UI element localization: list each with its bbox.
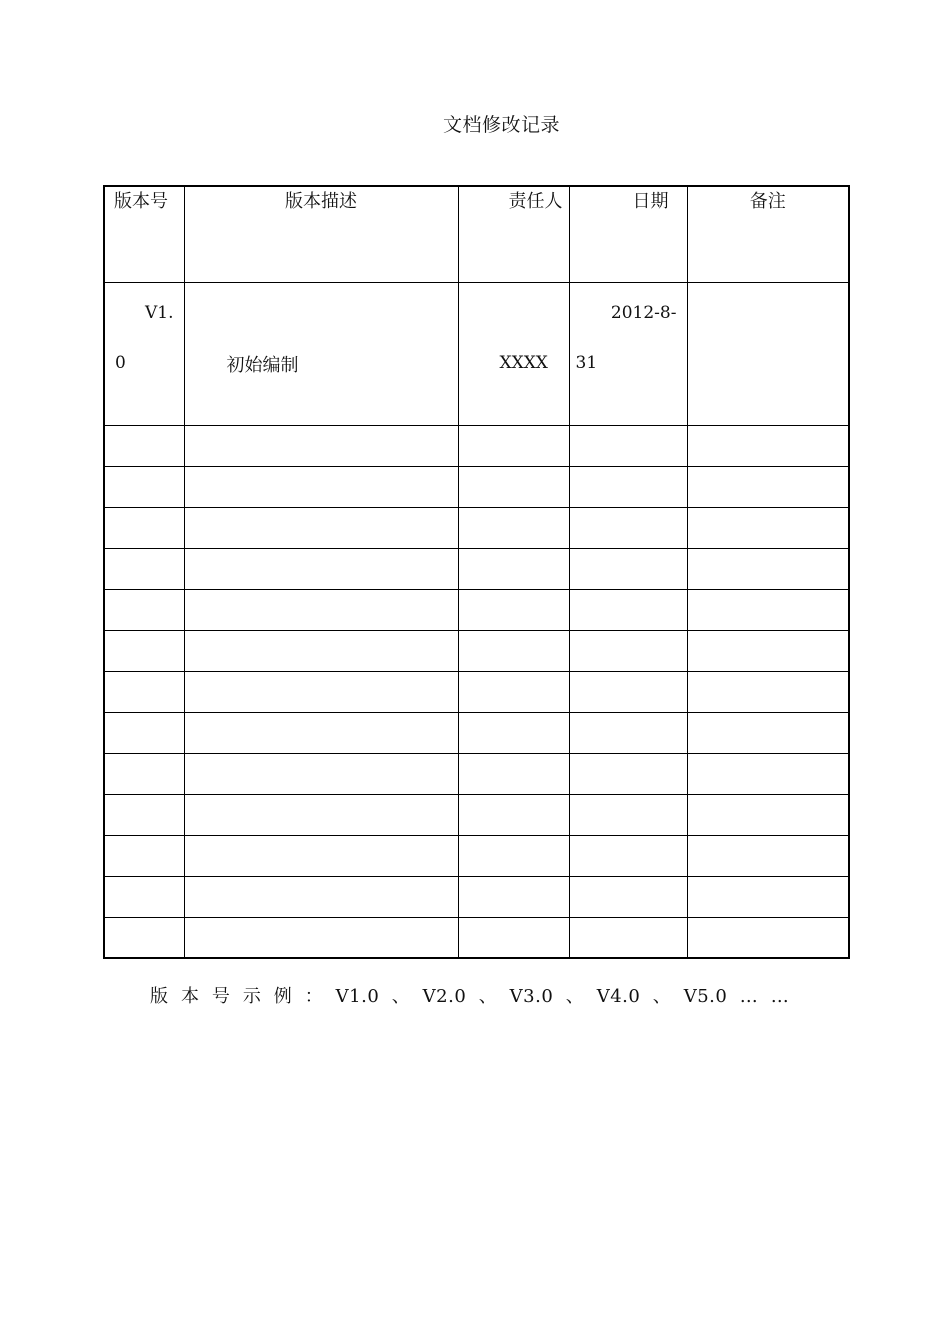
owner-text: XXXX	[499, 352, 548, 373]
empty-table-row	[104, 876, 849, 917]
cell-owner	[458, 425, 569, 466]
cell-version	[104, 548, 184, 589]
cell-owner	[458, 835, 569, 876]
cell-description	[184, 589, 458, 630]
cell-owner	[458, 671, 569, 712]
cell-owner	[458, 589, 569, 630]
cell-date	[569, 794, 687, 835]
cell-description	[184, 917, 458, 958]
cell-owner	[458, 794, 569, 835]
cell-owner	[458, 917, 569, 958]
cell-date	[569, 712, 687, 753]
cell-owner	[458, 466, 569, 507]
header-date: 日期	[569, 186, 687, 282]
cell-remark	[687, 425, 849, 466]
cell-date	[569, 589, 687, 630]
cell-remark	[687, 507, 849, 548]
empty-table-row	[104, 917, 849, 958]
cell-description	[184, 671, 458, 712]
cell-remark	[687, 630, 849, 671]
cell-version	[104, 794, 184, 835]
cell-version	[104, 712, 184, 753]
cell-description	[184, 712, 458, 753]
empty-table-row	[104, 589, 849, 630]
empty-table-row	[104, 425, 849, 466]
header-remark: 备注	[687, 186, 849, 282]
cell-version	[104, 466, 184, 507]
cell-version	[104, 835, 184, 876]
empty-table-row	[104, 835, 849, 876]
cell-version	[104, 917, 184, 958]
cell-date	[569, 917, 687, 958]
empty-table-row	[104, 671, 849, 712]
cell-date	[569, 630, 687, 671]
cell-owner	[458, 548, 569, 589]
header-version: 版本号	[104, 186, 184, 282]
cell-date	[569, 282, 687, 425]
cell-description	[184, 876, 458, 917]
cell-date	[569, 671, 687, 712]
cell-description	[184, 507, 458, 548]
cell-remark	[687, 835, 849, 876]
cell-owner	[458, 507, 569, 548]
version-text-line1: V1.	[145, 302, 174, 323]
revision-history-table	[103, 185, 850, 959]
cell-description	[184, 835, 458, 876]
cell-description	[184, 282, 458, 425]
cell-version	[104, 589, 184, 630]
cell-owner	[458, 630, 569, 671]
empty-table-row	[104, 753, 849, 794]
cell-description	[184, 794, 458, 835]
date-text-line2: 31	[575, 352, 598, 373]
table-header-row	[104, 186, 849, 282]
version-text-line2: 0	[115, 352, 126, 373]
cell-remark	[687, 794, 849, 835]
cell-version	[104, 753, 184, 794]
cell-date	[569, 753, 687, 794]
header-description: 版本描述	[184, 186, 458, 282]
empty-table-row	[104, 466, 849, 507]
cell-remark	[687, 548, 849, 589]
cell-version	[104, 282, 184, 425]
empty-table-row	[104, 548, 849, 589]
empty-table-row	[104, 794, 849, 835]
description-text: 初始编制	[226, 354, 299, 376]
cell-date	[569, 548, 687, 589]
cell-version	[104, 425, 184, 466]
cell-date	[569, 876, 687, 917]
cell-remark	[687, 712, 849, 753]
cell-version	[104, 630, 184, 671]
cell-description	[184, 466, 458, 507]
cell-description	[184, 630, 458, 671]
cell-remark	[687, 282, 849, 425]
cell-version	[104, 876, 184, 917]
cell-description	[184, 548, 458, 589]
cell-owner	[458, 282, 569, 425]
cell-date	[569, 466, 687, 507]
cell-owner	[458, 876, 569, 917]
empty-table-row	[104, 630, 849, 671]
cell-remark	[687, 466, 849, 507]
cell-description	[184, 425, 458, 466]
empty-table-row	[104, 712, 849, 753]
version-example-note: 版 本 号 示 例 ： V1.0 、 V2.0 、 V3.0 、 V4.0 、 V5.0 … …	[150, 986, 790, 1007]
cell-remark	[687, 876, 849, 917]
cell-remark	[687, 671, 849, 712]
date-text-line1: 2012-8-	[610, 302, 677, 323]
cell-date	[569, 425, 687, 466]
page-title: 文档修改记录	[442, 114, 560, 136]
cell-owner	[458, 712, 569, 753]
cell-date	[569, 507, 687, 548]
cell-remark	[687, 589, 849, 630]
cell-version	[104, 671, 184, 712]
cell-remark	[687, 917, 849, 958]
cell-date	[569, 835, 687, 876]
empty-table-row	[104, 507, 849, 548]
cell-version	[104, 507, 184, 548]
cell-remark	[687, 753, 849, 794]
table-row	[104, 282, 849, 425]
cell-description	[184, 753, 458, 794]
header-owner: 责任人	[458, 186, 569, 282]
cell-owner	[458, 753, 569, 794]
